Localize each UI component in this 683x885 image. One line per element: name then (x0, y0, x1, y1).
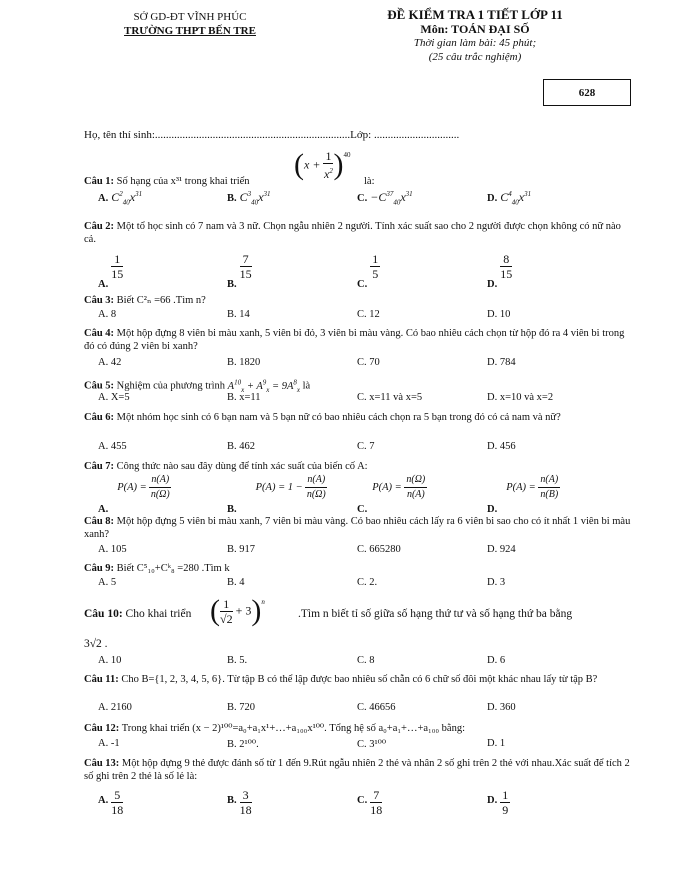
option-a[interactable]: A. 455 (98, 441, 127, 452)
option-c[interactable]: C. 70 (357, 357, 380, 368)
options-12 (98, 738, 618, 752)
question-label: Câu 11: (84, 674, 119, 685)
option-c[interactable]: C.P(A) = $\frac{n(\Omega)}{n(A)}$ (357, 474, 426, 515)
option-b[interactable]: B. 14 (227, 309, 250, 320)
option-a[interactable]: A. 10 (98, 655, 122, 666)
options-7 (98, 473, 618, 515)
options-2 (98, 252, 618, 290)
question-label: Câu 9: (84, 563, 115, 574)
option-c[interactable]: C. 665280 (357, 544, 401, 555)
option-b[interactable]: B. 462 (227, 441, 256, 452)
question-text-end: .Tìm n biết tỉ số giữa số hạng thứ tư và số hạng thứ ba bằng (298, 608, 573, 620)
question-text: Một hộp đựng 8 viên bi màu xanh, 5 viên bi đỏ, 3 viên bi màu vàng. Có bao nhiêu cách chọn từ hộp đó ra 4 viên bi trong đó có đúng 2 viên bi xanh? (84, 328, 625, 352)
option-c[interactable]: C. 7 (357, 441, 375, 452)
binomial-expression: ( $\frac{1}{√2}$ + 3)$^n$ (210, 594, 265, 627)
exam-code-box (543, 79, 631, 106)
question-7 (84, 460, 632, 473)
options-4 (98, 357, 618, 371)
question-text: Một nhóm học sinh có 6 bạn nam và 5 bạn nữ có bao nhiêu cách chọn ra 5 bạn trong đó có cả nam và nữ? (116, 412, 561, 423)
option-a[interactable]: A. $C^2_{40}x^{31}$ (98, 190, 143, 207)
option-d[interactable]: D. $\frac{1}{9}$ (487, 788, 509, 817)
option-b[interactable]: B. $\frac{7}{15}$ (227, 252, 252, 290)
question-4 (84, 327, 632, 353)
option-d[interactable]: D. $\frac{8}{15}$ (487, 252, 513, 290)
question-text: Một hộp đựng 9 thẻ được đánh số từ 1 đến 9.Rút ngẫu nhiên 2 thẻ và nhân 2 số ghi trên 2 thẻ với nhau.Xác suất để tích 2 số ghi trên 2 thẻ là số lẻ là: (84, 758, 630, 782)
question-text: Một hộp đựng 5 viên bi màu xanh, 7 viên bi màu vàng. Có bao nhiêu cách lấy ra 6 viên bi sao cho có ít nhất 1 viên bi màu xanh? (84, 516, 631, 540)
option-b[interactable]: B. 4 (227, 577, 245, 588)
options-13 (98, 788, 618, 820)
option-c[interactable]: C. 3¹⁰⁰ (357, 739, 387, 750)
option-a[interactable]: A.P(A) = $\frac{n(A)}{n(\Omega)}$ (98, 474, 170, 515)
option-a[interactable]: A. 8 (98, 309, 117, 320)
option-c[interactable]: C. $\frac{1}{5}$ (357, 252, 379, 290)
exam-duration: Thời gian làm bài: 45 phút; (413, 37, 537, 49)
question-label: Câu 7: (84, 461, 115, 472)
options-3 (98, 309, 618, 323)
option-b[interactable]: B. x=11 (227, 392, 261, 403)
permutation-equation: $A^{10}_x + A^9_x = 9A^8_x$ (227, 378, 300, 394)
question-text: Một tổ học sinh có 7 nam và 3 nữ. Chọn ngẫu nhiên 2 người. Tính xác suất sao cho 2 người được chọn không có nữ nào cả. (84, 221, 621, 245)
option-c[interactable]: C. 2. (357, 577, 378, 588)
option-b[interactable]: B. 2¹⁰⁰. (227, 739, 259, 750)
options-1 (98, 190, 618, 208)
question-10 (84, 594, 632, 650)
option-a[interactable]: A. 2160 (98, 702, 132, 713)
question-2 (84, 220, 632, 246)
options-11 (98, 702, 618, 716)
question-text-end: là (302, 380, 311, 392)
option-d[interactable]: D. 10 (487, 309, 511, 320)
option-d[interactable]: D. 3 (487, 577, 506, 588)
option-c[interactable]: C. x=11 và x=5 (357, 392, 423, 403)
question-9 (84, 562, 632, 575)
option-d[interactable]: D. 360 (487, 702, 516, 713)
exam-subject: Môn: TOÁN ĐẠI SỐ (420, 22, 530, 36)
option-b[interactable]: B. $C^3_{40}x^{31}$ (227, 190, 271, 207)
question-label: Câu 8: (84, 516, 115, 527)
option-d[interactable]: D. 456 (487, 441, 516, 452)
option-d[interactable]: D. 1 (487, 738, 506, 749)
question-6 (84, 411, 632, 424)
question-text: Nghiệm của phương trình (116, 380, 226, 392)
question-label: Câu 10: (84, 608, 123, 620)
option-b[interactable]: B. 720 (227, 702, 256, 713)
question-13 (84, 757, 632, 783)
option-a[interactable]: A. $\frac{5}{18}$ (98, 788, 124, 817)
options-8 (98, 544, 618, 558)
option-d[interactable]: D. 784 (487, 357, 516, 368)
option-c[interactable]: C. $-C^{37}_{40}x^{31}$ (357, 190, 413, 207)
option-d[interactable]: D. x=10 và x=2 (487, 392, 554, 403)
option-d[interactable]: D.P(A) = $\frac{n(A)}{n(B)}$ (487, 474, 559, 515)
exam-code: 628 (578, 86, 596, 99)
exam-title: ĐỀ KIỂM TRA 1 TIẾT LỚP 11 (387, 7, 563, 22)
option-a[interactable]: A. 42 (98, 357, 122, 368)
option-a[interactable]: A. 105 (98, 544, 127, 555)
options-6 (98, 441, 618, 455)
question-label: Câu 2: (84, 221, 115, 232)
option-c[interactable]: C. 46656 (357, 702, 396, 713)
options-9 (98, 577, 618, 591)
binomial-expression: (x + $\frac{1}{x^2}$ )$^{40}$ (294, 148, 351, 181)
exam-header (330, 8, 620, 64)
question-12 (84, 722, 632, 735)
question-8 (84, 515, 632, 541)
question-label: Câu 13: (84, 758, 120, 769)
school-header (90, 10, 290, 38)
option-d[interactable]: D. $C^4_{40}x^{31}$ (487, 190, 532, 207)
question-text: Cho khai triển (125, 608, 192, 620)
option-b[interactable]: B. 1820 (227, 357, 261, 368)
question-text: Biết C²ₙ =66 .Tìm n? (116, 295, 206, 306)
question-text: Cho B={1, 2, 3, 4, 5, 6}. Từ tập B có thể lập được bao nhiêu số chẵn có 6 chữ số đôi một khác nhau lấy từ tập B? (121, 674, 598, 685)
options-5 (98, 392, 618, 406)
option-b[interactable]: B. $\frac{3}{18}$ (227, 788, 252, 817)
question-label: Câu 5: (84, 380, 115, 392)
question-label: Câu 6: (84, 412, 115, 423)
option-a[interactable]: A. $\frac{1}{15}$ (98, 252, 124, 290)
option-b[interactable]: B. 5. (227, 655, 248, 666)
question-text-line2: 3√2 . (84, 638, 108, 650)
student-info-line: Họ, tên thí sinh:.......................................................................Lớp: ............................... (84, 129, 460, 141)
department-name: SỞ GD-ĐT VĨNH PHÚC (133, 11, 247, 23)
question-text: Số hạng của x³¹ trong khai triển (116, 176, 250, 187)
question-label: Câu 12: (84, 723, 120, 734)
option-c[interactable]: C. 8 (357, 655, 375, 666)
question-text: Công thức nào sau đây dùng để tính xác suất của biến cố A: (116, 461, 368, 472)
question-text-end: là: (364, 176, 375, 187)
option-c[interactable]: C. 12 (357, 309, 380, 320)
question-text: Trong khai triển (x − 2)¹⁰⁰=a₀+a₁x¹+…+a₁₀₀x¹⁰⁰. Tổng hệ số a₀+a₁+…+a₁₀₀ bằng: (121, 723, 465, 734)
option-a[interactable]: A. 5 (98, 577, 117, 588)
school-name: TRƯỜNG THPT BẾN TRE (124, 25, 256, 37)
question-label: Câu 1: (84, 176, 115, 187)
question-text: Biết C⁵₁₀+Cᵏ₈ =280 .Tìm k (116, 563, 230, 574)
question-label: Câu 3: (84, 295, 115, 306)
option-a[interactable]: A. -1 (98, 738, 120, 749)
question-11 (84, 673, 632, 686)
question-3 (84, 294, 632, 307)
option-d[interactable]: D. 924 (487, 544, 516, 555)
option-a[interactable]: A. X=5 (98, 392, 130, 403)
option-d[interactable]: D. 6 (487, 655, 506, 666)
options-10 (98, 655, 618, 669)
question-label: Câu 4: (84, 328, 115, 339)
option-c[interactable]: C. $\frac{7}{18}$ (357, 788, 383, 817)
option-b[interactable]: B. 917 (227, 544, 256, 555)
question-count: (25 câu trắc nghiệm) (428, 51, 522, 63)
option-b[interactable]: B.P(A) = 1 − $\frac{n(A)}{n(\Omega)}$ (227, 474, 326, 515)
